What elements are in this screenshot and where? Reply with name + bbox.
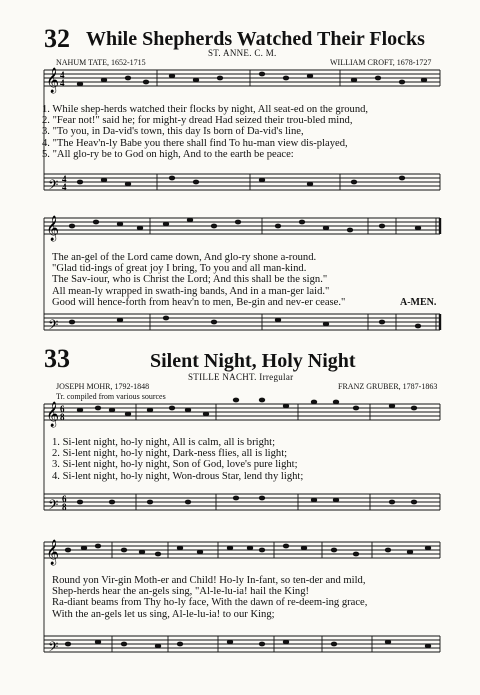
svg-text:8: 8: [60, 412, 65, 422]
hymn-33-verses-part2: [52, 575, 367, 620]
svg-text:4: 4: [62, 182, 67, 192]
svg-text:𝄞: 𝄞: [46, 216, 60, 241]
verse-line: All mean-ly wrapped in swath-ing bands, And in a man-ger laid.": [52, 285, 330, 297]
hymn-32-verses-part1: [42, 104, 368, 160]
hymn-32-amen: A-MEN.: [400, 297, 437, 308]
hymn-33-translator: Tr. compiled from various sources: [56, 392, 166, 401]
verse-line: 1. Si-lent night, ho-ly night, All is calm, all is bright;: [52, 437, 276, 448]
svg-text:𝄢: 𝄢: [48, 317, 59, 336]
hymn-33-author: JOSEPH MOHR, 1792-1848: [56, 382, 150, 391]
hymn-32-tune: ST. ANNE. C. M.: [208, 48, 277, 58]
verse-line: 2. Si-lent night, ho-ly night, Dark-ness flies, all is light;: [52, 448, 288, 460]
svg-text:𝄢: 𝄢: [48, 177, 59, 196]
verse-line: Ra-diant beams from Thy ho-ly face, With the dawn of re-deem-ing grace,: [52, 597, 368, 609]
svg-text:4: 4: [62, 174, 67, 184]
verse-line: 3. Si-lent night, ho-ly night, Son of God, love's pure light;: [52, 459, 298, 471]
svg-text:6: 6: [60, 404, 65, 414]
svg-text:4: 4: [60, 70, 65, 80]
svg-text:𝄞: 𝄞: [46, 68, 60, 93]
verse-line: 4. "The Heav'n-ly Babe you there shall find To hu-man view dis-played,: [42, 137, 348, 149]
verse-line: The Sav-iour, who is Christ the Lord; And this shall be the sign.": [52, 274, 328, 286]
svg-text:𝄢: 𝄢: [48, 497, 59, 516]
verse-line: Round yon Vir-gin Moth-er and Child! Ho-ly In-fant, so ten-der and mild,: [52, 575, 366, 586]
hymn-33-tune: STILLE NACHT. Irregular: [188, 372, 294, 382]
hymn-32-number: 32: [44, 24, 70, 53]
verse-line: With the an-gels let us sing, Al-le-lu-ia! to our King;: [52, 608, 275, 620]
verse-line: 1. While shep-herds watched their flocks by night, All seat-ed on the ground,: [42, 104, 369, 115]
verse-line: Shep-herds hear the an-gels sing, "Al-le-lu-ia! hail the King!: [52, 586, 310, 598]
verse-line: The an-gel of the Lord came down, And glo-ry shone a-round.: [52, 252, 317, 263]
svg-text:4: 4: [60, 78, 65, 88]
hymn-33-number: 33: [44, 344, 70, 373]
hymn-33-title: Silent Night, Holy Night: [150, 350, 356, 372]
svg-text:𝄞: 𝄞: [46, 540, 60, 565]
verse-line: 5. "All glo-ry be to God on high, And to the earth be peace:: [42, 148, 294, 160]
verse-line: 2. "Fear not!" said he; for might-y dread Had seized their trou-bled mind,: [42, 115, 353, 127]
verse-line: 4. Si-lent night, ho-ly night, Won-drous Star, lend thy light;: [52, 470, 304, 482]
hymn-33-composer: FRANZ GRUBER, 1787-1863: [338, 382, 438, 391]
svg-text:8: 8: [62, 502, 67, 512]
svg-text:𝄢: 𝄢: [48, 639, 59, 658]
hymn-32-title: While Shepherds Watched Their Flocks: [86, 28, 425, 50]
hymn-32-author: NAHUM TATE, 1652-1715: [56, 58, 146, 67]
hymn-32-verses-part2: [52, 252, 345, 308]
verse-line: Good will hence-forth from heav'n to men, Be-gin and nev-er cease.": [52, 296, 346, 308]
svg-text:𝄞: 𝄞: [46, 402, 60, 427]
svg-text:6: 6: [62, 494, 67, 504]
verse-line: 3. "To you, in Da-vid's town, this day Is born of Da-vid's line,: [42, 126, 304, 138]
hymn-33-verses-part1: [52, 437, 303, 482]
verse-line: "Glad tid-ings of great joy I bring, To you and all man-kind.: [52, 263, 307, 275]
hymn-32-composer: WILLIAM CROFT, 1678-1727: [330, 58, 432, 67]
